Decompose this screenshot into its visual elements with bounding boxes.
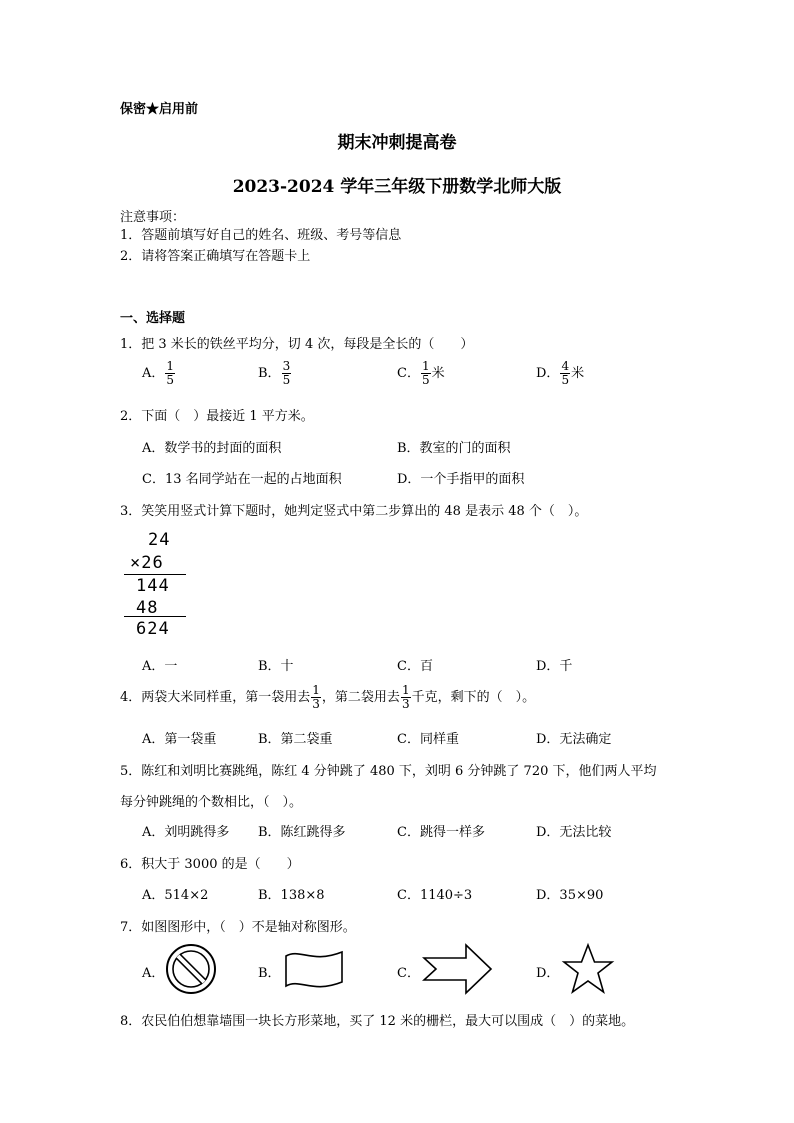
q2-option-b: B．教室的门的面积	[397, 441, 511, 456]
calc-line-1	[124, 574, 186, 575]
q2-option-a: A．数学书的封面的面积	[142, 441, 282, 456]
exam-subtitle: 2023-2024 学年三年级下册数学北师大版	[232, 177, 562, 197]
section-title: 一、选择题	[120, 311, 186, 326]
q3-option-c: C．百	[397, 659, 433, 674]
q1-option-c: C． $\frac{1}{5}$ 米	[397, 359, 445, 387]
q3-option-a: A．一	[142, 659, 178, 674]
question-1-text: 1．把 3 米长的铁丝平均分，切 4 次，每段是全长的（ ）	[120, 337, 474, 352]
question-5-text-line-2: 每分钟跳绳的个数相比，（ ）。	[120, 795, 303, 810]
arrow-shape-icon	[422, 942, 494, 996]
q5-option-c: C．跳得一样多	[397, 825, 485, 840]
q1-option-b: B． $\frac{3}{5}$	[258, 359, 291, 387]
calc-partial-1: 144	[136, 576, 170, 596]
q7-option-c-label: C．	[397, 966, 420, 981]
notes-heading: 注意事项：	[120, 210, 186, 225]
question-7-text: 7．如图图形中，（ ）不是轴对称图形。	[120, 920, 356, 935]
q7-option-b-label: B．	[258, 966, 281, 981]
question-3-text: 3．笑笑用竖式计算下题时，她判定竖式中第二步算出的 48 是表示 48 个（ ）。	[120, 504, 588, 519]
notes-item-1: 1．答题前填写好自己的姓名、班级、考号等信息	[120, 228, 402, 243]
calc-multiplier: ×26	[130, 553, 164, 573]
q6-option-a: A．514×2	[142, 888, 209, 903]
q2-option-d: D．一个手指甲的面积	[397, 472, 525, 487]
question-4-text: 4．两袋大米同样重，第一袋用去 $\frac{1}{3}$ ，第二袋用去 $\frac{1}{3}$ 千克，剩下的（ ）。	[120, 683, 536, 711]
confidential-label: 保密★启用前	[120, 102, 199, 117]
question-8-text: 8．农民伯伯想靠墙围一块长方形菜地，买了 12 米的栅栏，最大可以围成（ ）的菜地。	[120, 1014, 635, 1029]
q4-option-d: D．无法确定	[536, 732, 612, 747]
q6-option-c: C．1140÷3	[397, 888, 473, 903]
question-2-text: 2．下面（ ）最接近 1 平方米。	[120, 409, 314, 424]
q5-option-d: D．无法比较	[536, 825, 612, 840]
question-5-text-line-1: 5．陈红和刘明比赛跳绳，陈红 4 分钟跳了 480 下，刘明 6 分钟跳了 720 下，他们两人平均	[120, 764, 657, 779]
q3-option-d: D．千	[536, 659, 573, 674]
q1-option-d: D． $\frac{4}{5}$ 米	[536, 359, 585, 387]
q3-option-b: B．十	[258, 659, 294, 674]
calc-result: 624	[136, 619, 170, 639]
q6-option-b: B．138×8	[258, 888, 325, 903]
q4-option-a: A．第一袋重	[142, 732, 217, 747]
q5-option-b: B．陈红跳得多	[258, 825, 346, 840]
q7-option-a-label: A．	[142, 966, 165, 981]
exam-title: 期末冲刺提高卷	[337, 133, 457, 153]
q2-option-c: C．13 名同学站在一起的占地面积	[142, 472, 342, 487]
calc-line-2	[124, 616, 186, 617]
star-icon	[560, 942, 616, 996]
q1-option-a: A． $\frac{1}{5}$	[142, 359, 175, 387]
q4-option-b: B．第二袋重	[258, 732, 333, 747]
prohibition-sign-icon	[164, 942, 218, 996]
notes-item-2: 2．请将答案正确填写在答题卡上	[120, 249, 311, 264]
calc-multiplicand: 24	[148, 530, 171, 550]
q5-option-a: A．刘明跳得多	[142, 825, 230, 840]
calc-partial-2: 48	[136, 598, 159, 618]
q6-option-d: D．35×90	[536, 888, 604, 903]
wavy-flag-icon	[282, 948, 346, 990]
q7-option-d-label: D．	[536, 966, 560, 981]
q4-option-c: C．同样重	[397, 732, 459, 747]
question-6-text: 6．积大于 3000 的是（ ）	[120, 857, 300, 872]
